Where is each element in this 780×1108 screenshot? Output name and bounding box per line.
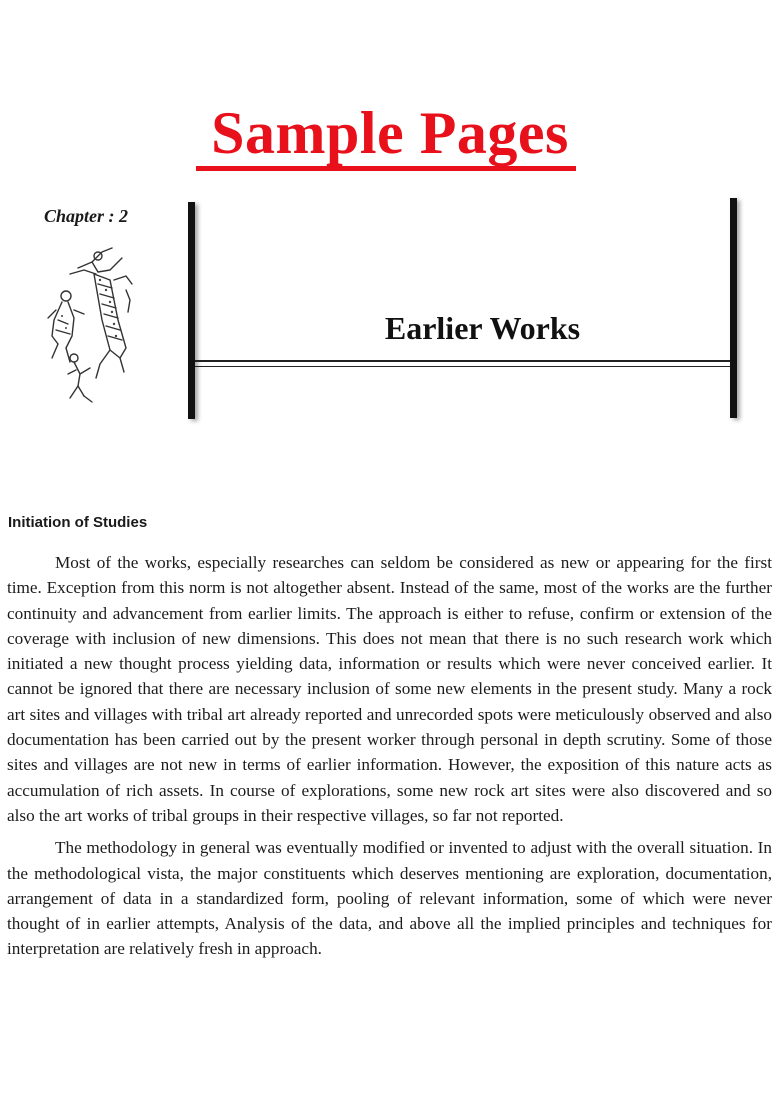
chapter-title-rule-thin <box>195 366 730 367</box>
paragraph: Most of the works, especially researches can seldom be considered as new or appearing for the first time. Exception from this norm is not altogether absent. Instead of the same, most of the works are the further continuity and advancement from earlier limits. The approach is either to refuse, confirm or extension of the coverage with inclusion of new dimensions. This does not mean that there is no such research work which initiated a new thought process yielding data, information or results which were never conceived earlier. It cannot be ignored that there are necessary inclusion of some new elements in the present study. Many a rock art sites and villages with tribal art already reported and unrecorded spots were meticulously observed and also documentation has been carried out by the present worker through personal in depth scrutiny. Some of those sites and villages are not new in terms of earlier information. However, the exposition of this nature acts as accumulation of rich assets. In course of explorations, some new rock art sites were also discovered and so also the art works of tribal groups in their respective villages, so far not reported. <box>7 553 772 825</box>
chapter-label: Chapter : 2 <box>44 206 129 226</box>
chapter-title-rule <box>195 360 730 362</box>
section-heading: Initiation of Studies <box>8 514 148 531</box>
sample-pages-banner: Sample Pages <box>211 100 569 166</box>
paragraph: The methodology in general was eventually modified or invented to adjust with the overall situation. In the methodological vista, the major constituents which deserves mentioning are exploration, documentation, arrangement of data in a standardized form, pooling of relevant information, some of which were never thought of in earlier attempts, Analysis of the data, and above all the implied principles and techniques for interpretation are relatively fresh in approach. <box>7 838 772 959</box>
chapter-frame-left-bar <box>188 202 195 419</box>
banner-underline <box>196 166 576 171</box>
rock-art-figure-icon <box>40 240 140 410</box>
chapter-title: Earlier Works <box>384 310 581 346</box>
body-text <box>7 550 772 969</box>
chapter-frame-right-bar <box>730 198 737 418</box>
